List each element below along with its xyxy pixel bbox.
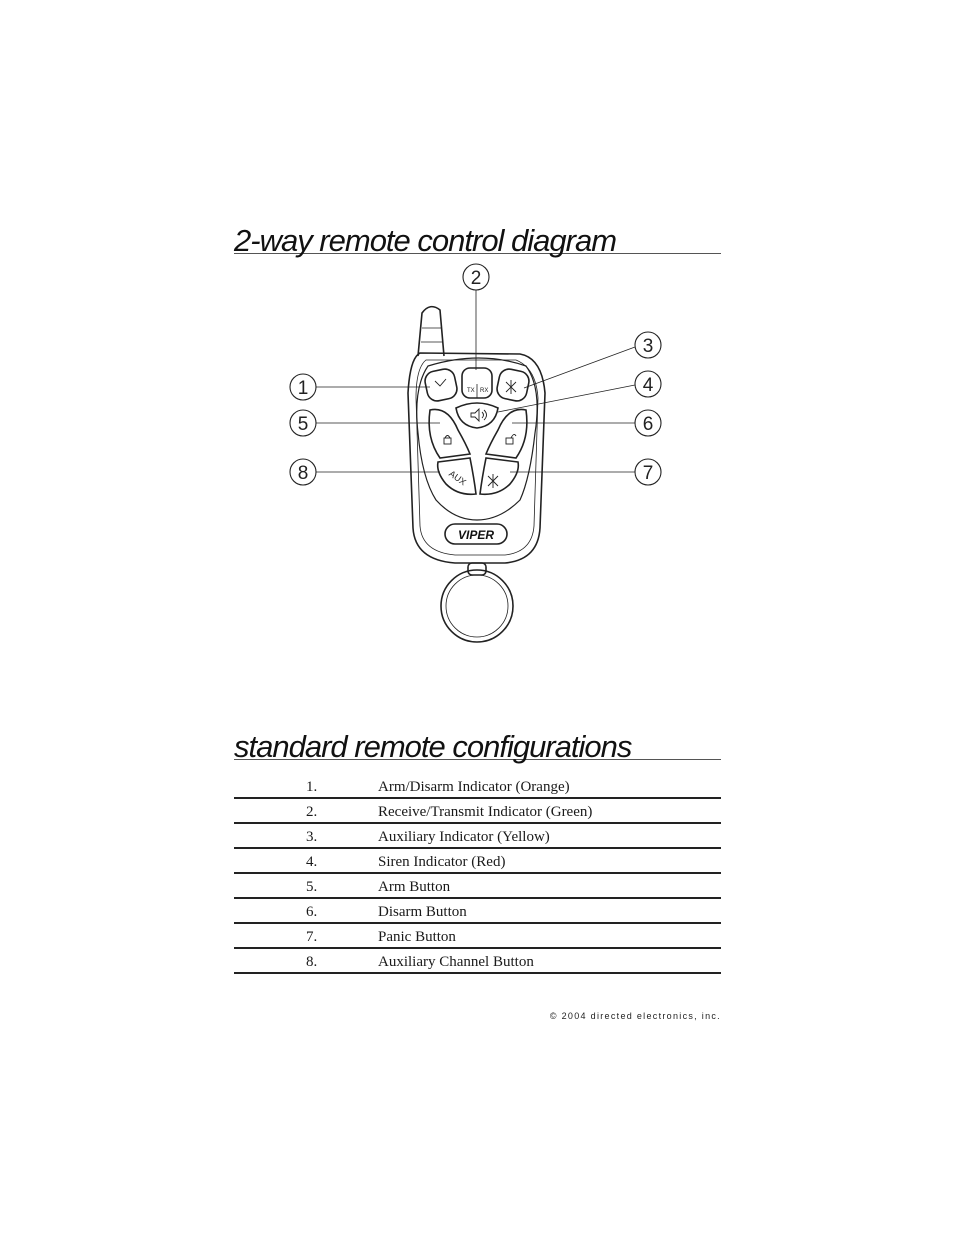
remote-control-diagram [280, 258, 680, 658]
speaker-icon [471, 409, 479, 421]
brand-logo: VIPER [457, 528, 495, 542]
callout-3: 3 [642, 336, 654, 357]
aux-star-icon [506, 380, 516, 394]
table-row [234, 900, 721, 924]
row-number: 5. [306, 879, 318, 895]
row-label: Siren Indicator (Red) [378, 854, 506, 870]
unlock-icon [506, 438, 513, 444]
panic-button[interactable] [480, 458, 518, 494]
table-row [234, 850, 721, 874]
key-ring [441, 570, 513, 642]
table-row [234, 950, 721, 974]
callout-6: 6 [642, 414, 654, 435]
row-number: 4. [306, 854, 318, 870]
table-row [234, 875, 721, 899]
callout-5: 5 [297, 414, 309, 435]
callout-8: 8 [297, 463, 309, 484]
arm-indicator-icon [435, 379, 446, 386]
row-number: 1. [306, 779, 318, 795]
siren-indicator [456, 403, 498, 428]
configurations-table [234, 775, 721, 974]
row-label: Arm Button [378, 879, 451, 895]
row-label: Disarm Button [378, 904, 467, 920]
row-label: Auxiliary Indicator (Yellow) [378, 829, 550, 845]
disarm-button[interactable] [486, 409, 527, 458]
row-number: 6. [306, 904, 318, 920]
diagram-heading: 2-way remote control diagram [234, 225, 721, 254]
row-number: 7. [306, 929, 318, 945]
table-row [234, 775, 721, 799]
table-row [234, 825, 721, 849]
rx-label: RX [480, 388, 489, 394]
antenna [418, 307, 444, 356]
row-number: 8. [306, 954, 318, 970]
row-label: Auxiliary Channel Button [378, 954, 534, 970]
callout-2: 2 [470, 268, 482, 289]
lock-icon [444, 438, 451, 444]
tx-label: TX [467, 388, 475, 394]
row-number: 3. [306, 829, 318, 845]
table-row [234, 925, 721, 949]
aux-label: AUX [447, 468, 469, 488]
arm-button[interactable] [429, 409, 470, 458]
row-label: Receive/Transmit Indicator (Green) [378, 804, 593, 820]
callout-1: 1 [297, 378, 309, 399]
configurations-heading: standard remote configurations [234, 731, 721, 760]
callout-4: 4 [642, 375, 654, 396]
callout-7: 7 [642, 463, 654, 484]
panic-star-icon [488, 474, 498, 488]
row-number: 2. [306, 804, 318, 820]
sound-waves-icon [482, 410, 487, 420]
table-row [234, 800, 721, 824]
row-label: Arm/Disarm Indicator (Orange) [378, 779, 570, 795]
copyright-notice: © 2004 directed electronics, inc. [549, 1011, 721, 1021]
row-label: Panic Button [378, 929, 456, 945]
